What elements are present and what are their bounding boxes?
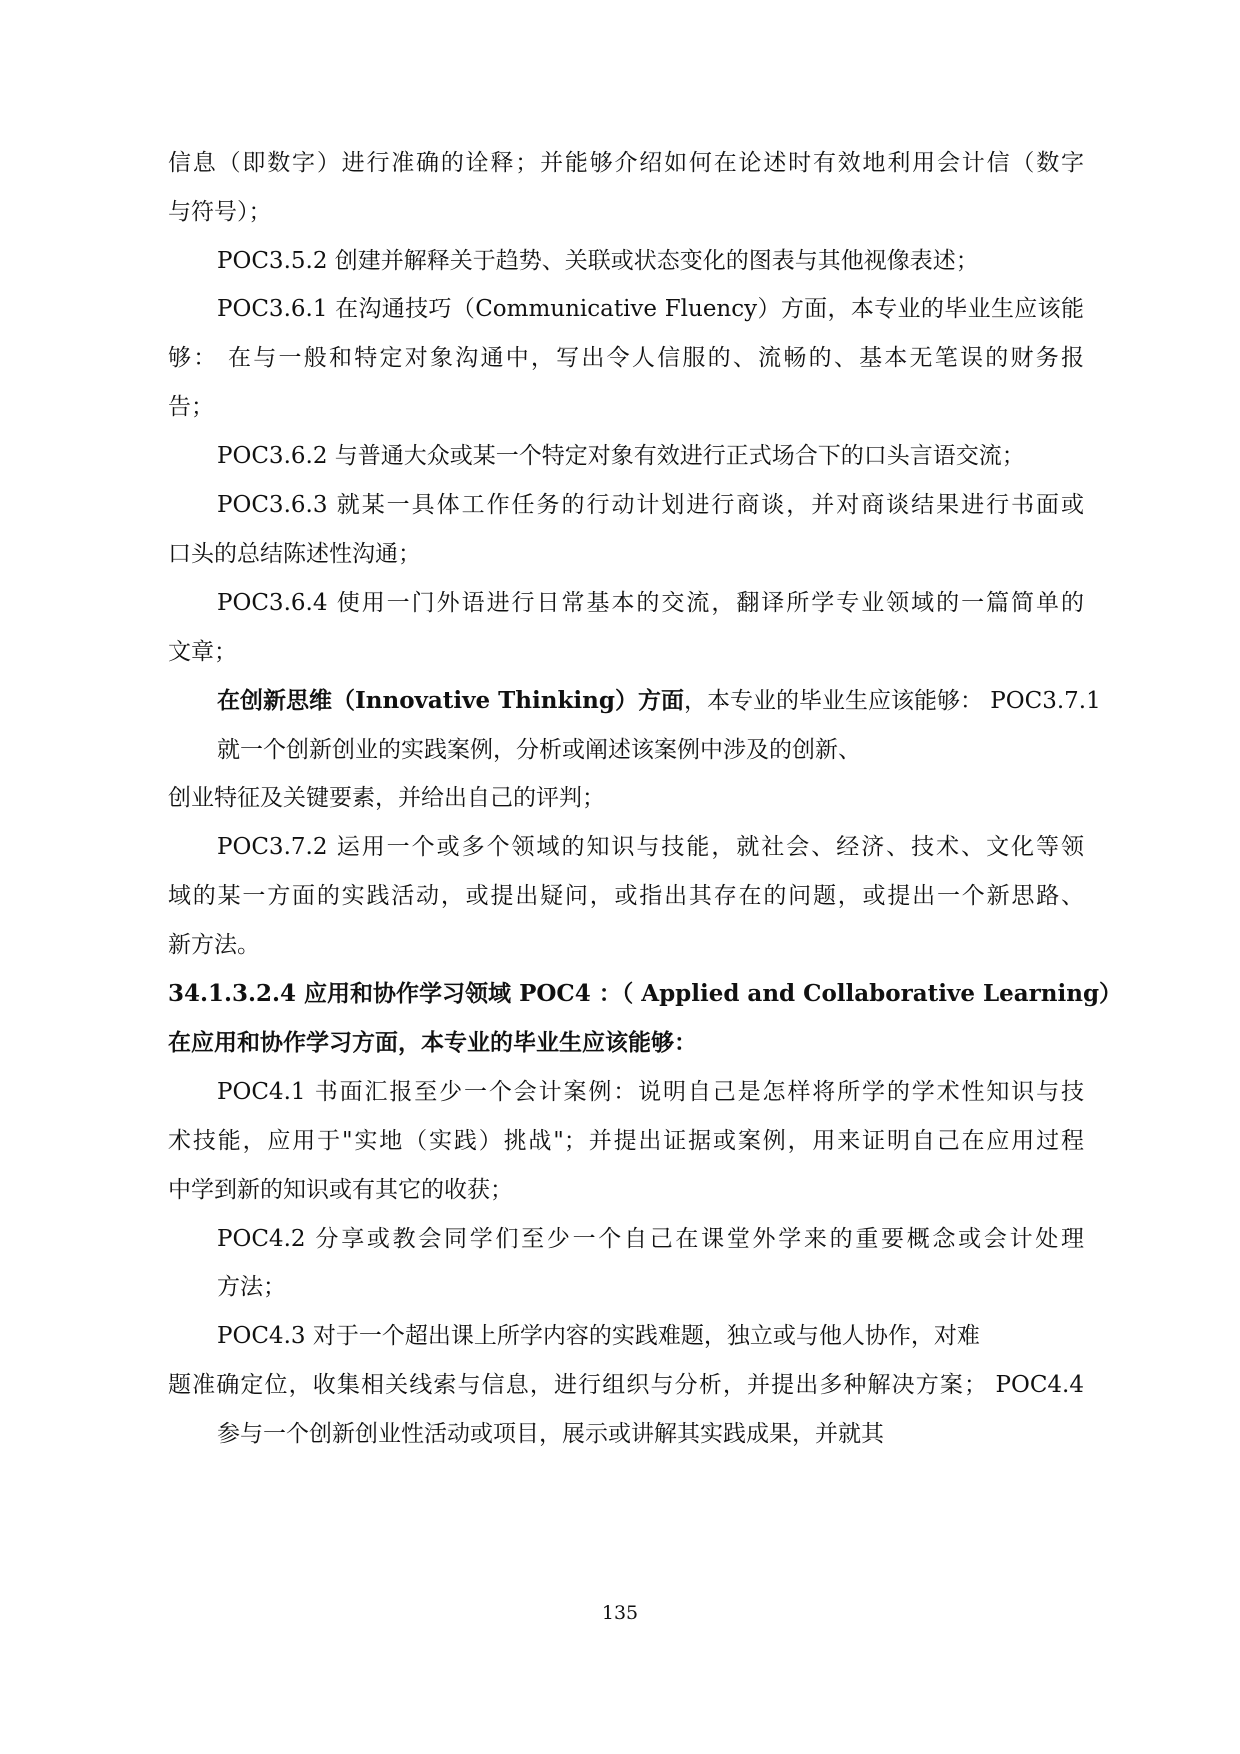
bold-heading-phrase: 在创新思维（Innovative Thinking）方面 [217,687,684,714]
text-line: 文章； [168,639,237,665]
text-line: 就一个创新创业的实践案例，分析或阐述该案例中涉及的创新、 [217,737,861,763]
text-line: 创业特征及关键要素，并给出自己的评判； [168,785,605,811]
text-line: 信息（即数字）进行准确的诠释；并能够介绍如何在论述时有效地利用会计信（数字 [168,150,1084,176]
text-line: 术技能，应用于"实地（实践）挑战"；并提出证据或案例，用来证明自己在应用过程 [168,1128,1084,1154]
text-line: POC3.6.1 在沟通技巧（Communicative Fluency）方面，本专业的毕业生应该能 [217,296,1084,322]
text-line: POC3.6.3 就某一具体工作任务的行动计划进行商谈，并对商谈结果进行书面或 [217,492,1084,518]
text-line: 参与一个创新创业性活动或项目，展示或讲解其实践成果，并就其 [217,1421,884,1447]
text-line: 方法； [217,1274,286,1300]
section-heading: 在应用和协作学习方面，本专业的毕业生应该能够： [168,1029,697,1056]
text-line: POC4.1 书面汇报至少一个会计案例：说明自己是怎样将所学的学术性知识与技 [217,1079,1084,1105]
text-line: POC4.2 分享或教会同学们至少一个自己在课堂外学来的重要概念或会计处理 [217,1226,1084,1252]
text-line: 题准确定位，收集相关线索与信息，进行组织与分析，并提出多种解决方案； POC4.4 [168,1372,1084,1398]
text-line: 告； [168,394,214,420]
text-line: POC3.5.2 创建并解释关于趋势、关联或状态变化的图表与其他视像表述； [217,248,979,274]
text-line: POC4.3 对于一个超出课上所学内容的实践难题，独立或与他人协作，对难 [217,1323,980,1349]
page-number: 135 [601,1602,639,1624]
text-line: POC3.6.4 使用一门外语进行日常基本的交流，翻译所学专业领域的一篇简单的 [217,590,1084,616]
text-line: 够： 在与一般和特定对象沟通中，写出令人信服的、流畅的、基本无笔误的财务报 [168,345,1084,371]
text-line: POC3.7.2 运用一个或多个领域的知识与技能，就社会、经济、技术、文化等领 [217,834,1084,860]
text-line: 中学到新的知识或有其它的收获； [168,1177,513,1203]
section-heading: 34.1.3.2.4 应用和协作学习领域 POC4 ：（ Applied and Collaborative Learning） [168,980,1123,1007]
text-line: POC3.6.2 与普通大众或某一个特定对象有效进行正式场合下的口头言语交流； [217,443,1025,469]
text-line: 口头的总结陈述性沟通； [168,541,421,567]
text-span: ，本专业的毕业生应该能够： POC3.7.1 [683,688,1101,714]
section-intro-line [217,686,1101,716]
text-line: 与符号）； [168,199,272,225]
text-line: 域的某一方面的实践活动，或提出疑问，或指出其存在的问题，或提出一个新思路、 [168,883,1084,909]
text-line: 新方法。 [168,932,260,958]
